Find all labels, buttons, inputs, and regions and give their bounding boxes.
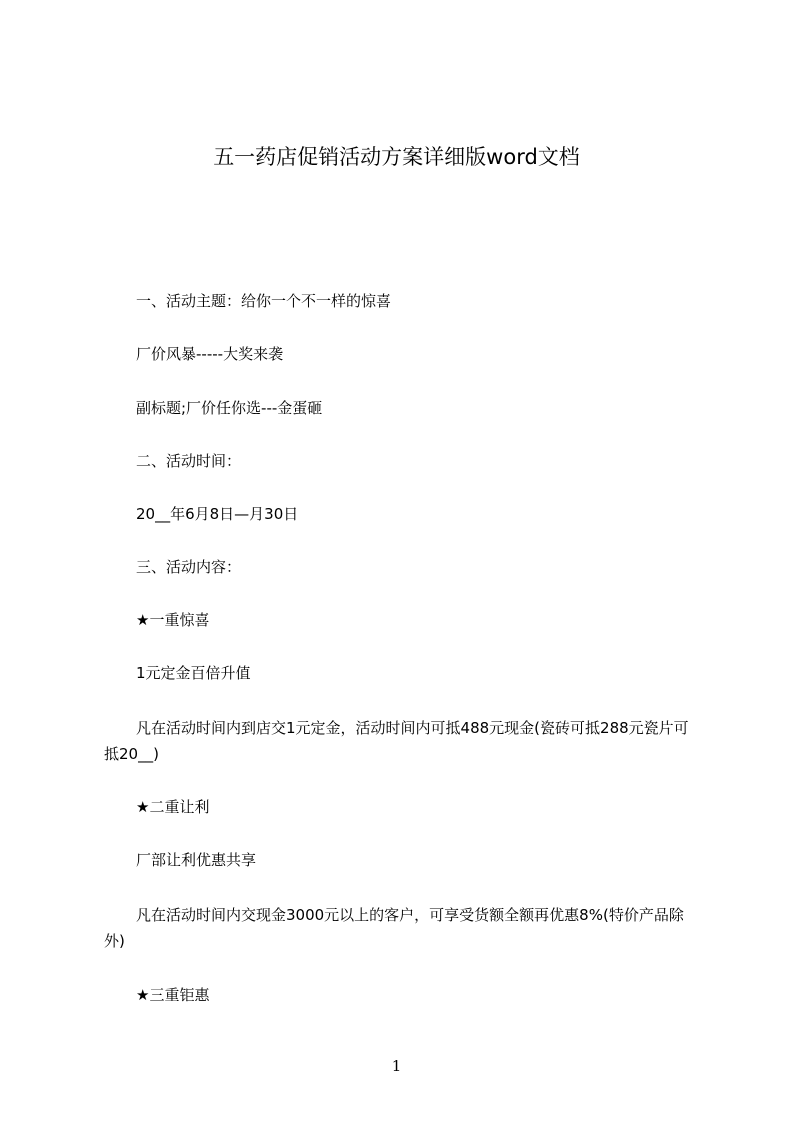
surprise-one-heading: ★一重惊喜 [136, 611, 210, 629]
surprise-two-heading: ★二重让利 [136, 798, 210, 816]
theme-line-storm: 厂价风暴-----大奖来袭 [136, 345, 284, 363]
section-heading-content: 三、活动内容： [136, 558, 242, 576]
theme-line-subtitle: 副标题;厂价任你选---金蛋砸 [136, 399, 323, 417]
document-title: 五一药店促销活动方案详细版word文档 [213, 145, 580, 169]
page-number: 1 [391, 1057, 402, 1075]
section-heading-time: 二、活动时间： [136, 452, 242, 470]
surprise-three-heading: ★三重钜惠 [136, 986, 210, 1004]
discount-heading: 厂部让利优惠共享 [136, 851, 257, 869]
section-heading-theme: 一、活动主题：给你一个不一样的惊喜 [136, 292, 392, 310]
deposit-heading: 1元定金百倍升值 [136, 664, 251, 682]
discount-paragraph: 凡在活动时间内交现金3000元以上的客户，可享受货额全额再优惠8%(特价产品除外) [104, 906, 684, 950]
time-value: 20__年6月8日—月30日 [136, 505, 299, 523]
deposit-paragraph: 凡在活动时间内到店交1元定金，活动时间内可抵488元现金(瓷砖可抵288元瓷片可抵20__) [104, 719, 689, 763]
